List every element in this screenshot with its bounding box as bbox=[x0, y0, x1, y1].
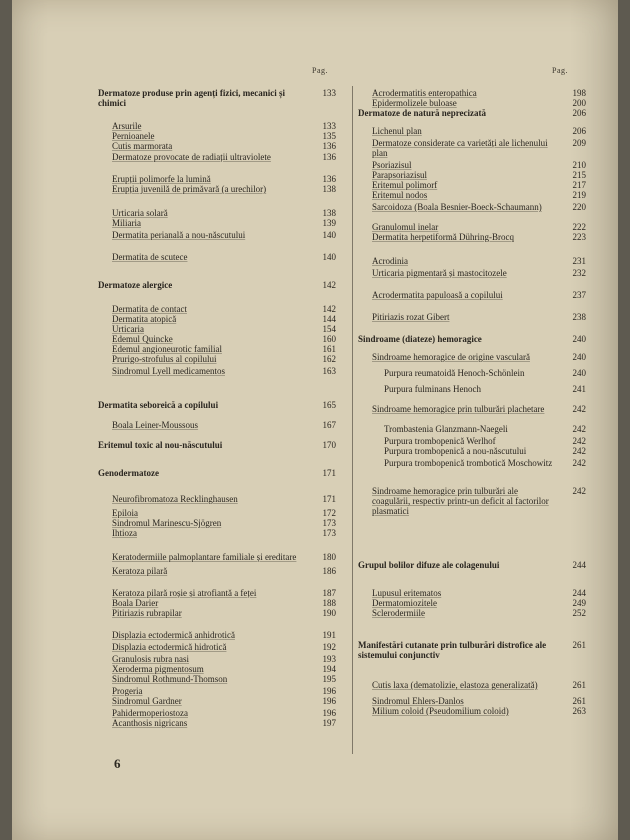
toc-entry-title: Dermatoze considerate ca varietăți ale lichenului plan bbox=[372, 138, 548, 158]
toc-entry bbox=[98, 252, 336, 262]
toc-entry-title: Genodermatoze bbox=[98, 468, 159, 478]
toc-entry bbox=[98, 354, 336, 364]
toc-entry bbox=[98, 420, 336, 430]
toc-entry-page: 135 bbox=[322, 131, 336, 141]
toc-entry-title: Pitiriazis rubrapilar bbox=[112, 608, 182, 618]
toc-entry bbox=[358, 98, 586, 108]
toc-entry-page: 173 bbox=[322, 518, 336, 528]
toc-entry-page: 231 bbox=[572, 256, 586, 266]
toc-entry-page: 195 bbox=[322, 674, 336, 684]
toc-entry-title: Sindroame hemoragice prin tulburări ale coagulării, respectiv printr-un deficit al factorilor plasmatici bbox=[372, 486, 549, 516]
toc-entry-title: Sindromul Gardner bbox=[112, 696, 182, 706]
toc-entry bbox=[98, 508, 336, 518]
toc-entry-title: Dermatoze provocate de radiații ultraviolete bbox=[112, 152, 271, 162]
toc-entry bbox=[98, 304, 336, 314]
toc-entry-page: 242 bbox=[572, 404, 586, 414]
toc-entry-page: 172 bbox=[322, 508, 336, 518]
toc-entry bbox=[358, 608, 586, 618]
page-number: 6 bbox=[114, 756, 121, 771]
toc-entry bbox=[358, 446, 586, 456]
toc-entry-title: Sindromul Marinescu-Sjögren bbox=[112, 518, 222, 528]
toc-entry bbox=[98, 552, 336, 562]
toc-entry bbox=[358, 436, 586, 446]
toc-entry-page: 136 bbox=[322, 152, 336, 162]
toc-entry bbox=[358, 560, 586, 570]
toc-entry-page: 196 bbox=[322, 686, 336, 696]
toc-entry bbox=[358, 458, 586, 468]
toc-entry-title: Sindroame (diateze) hemoragice bbox=[358, 334, 482, 344]
toc-entry-page: 194 bbox=[322, 664, 336, 674]
toc-entry-title: Cutis laxa (dematolizie, elastoza generalizată) bbox=[372, 680, 538, 690]
toc-entry-title: Eritemul nodos bbox=[372, 190, 428, 200]
toc-entry-title: Pernioanele bbox=[112, 131, 155, 141]
toc-entry bbox=[98, 208, 336, 218]
toc-entry bbox=[98, 152, 336, 162]
toc-entry-page: 170 bbox=[322, 440, 336, 450]
toc-entry-page: 232 bbox=[572, 268, 586, 278]
toc-entry-title: Parapsoriazisul bbox=[372, 170, 427, 180]
toc-entry-page: 252 bbox=[572, 608, 586, 618]
toc-entry bbox=[358, 640, 586, 660]
toc-entry-title: Progeria bbox=[112, 686, 143, 696]
toc-entry-title: Cutis marmorata bbox=[112, 141, 173, 151]
toc-entry-title: Sindromul Ehlers-Danlos bbox=[372, 696, 464, 706]
toc-entry-title: Ihtioza bbox=[112, 528, 137, 538]
toc-entry bbox=[98, 174, 336, 184]
toc-entry-title: Prurigo-strofulus al copilului bbox=[112, 354, 217, 364]
toc-entry-page: 240 bbox=[572, 334, 586, 344]
toc-entry-title: Urticaria bbox=[112, 324, 144, 334]
toc-entry-page: 142 bbox=[322, 280, 336, 290]
toc-entry bbox=[98, 696, 336, 706]
toc-entry bbox=[358, 312, 586, 322]
toc-entry bbox=[358, 256, 586, 266]
toc-entry-page: 187 bbox=[322, 588, 336, 598]
toc-entry-title: Dermatoze de natură neprecizată bbox=[358, 108, 487, 118]
toc-entry-title: Epidermolizele buloase bbox=[372, 98, 457, 108]
toc-entry bbox=[98, 141, 336, 151]
toc-entry-title: Sindromul Lyell medicamentos bbox=[112, 366, 225, 376]
toc-entry-title: Psoriazisul bbox=[372, 160, 412, 170]
toc-entry bbox=[98, 280, 336, 290]
toc-entry bbox=[98, 344, 336, 354]
toc-entry-page: 138 bbox=[322, 184, 336, 194]
toc-entry bbox=[98, 598, 336, 608]
toc-entry bbox=[358, 160, 586, 170]
toc-entry-page: 220 bbox=[572, 202, 586, 212]
toc-entry-title: Pahidermoperiostoza bbox=[112, 708, 188, 718]
toc-entry bbox=[358, 424, 586, 434]
toc-entry bbox=[98, 674, 336, 684]
toc-entry bbox=[358, 126, 586, 136]
toc-entry-title: Granulosis rubra nasi bbox=[112, 654, 189, 664]
pag-header-right: Pag. bbox=[552, 66, 568, 75]
toc-entry bbox=[358, 108, 586, 118]
toc-entry-title: Dermatomiozitele bbox=[372, 598, 437, 608]
toc-entry-page: 161 bbox=[322, 344, 336, 354]
toc-entry-title: Acrodinia bbox=[372, 256, 408, 266]
toc-entry-page: 242 bbox=[572, 424, 586, 434]
toc-entry-title: Dermatita perianală a nou-născutului bbox=[112, 230, 246, 240]
book-page bbox=[12, 0, 618, 840]
toc-entry bbox=[98, 654, 336, 664]
toc-entry bbox=[98, 608, 336, 618]
toc-entry-page: 237 bbox=[572, 290, 586, 300]
toc-entry-page: 244 bbox=[572, 588, 586, 598]
toc-entry-title: Lupusul eritematos bbox=[372, 588, 442, 598]
toc-entry-title: Sindroame hemoragice de origine vasculară bbox=[372, 352, 530, 362]
toc-entry bbox=[358, 202, 586, 212]
toc-entry-page: 249 bbox=[572, 598, 586, 608]
toc-entry-title: Epiloia bbox=[112, 508, 138, 518]
toc-entry-page: 160 bbox=[322, 334, 336, 344]
toc-entry-page: 210 bbox=[572, 160, 586, 170]
toc-entry bbox=[98, 334, 336, 344]
toc-entry-title: Dermatita seboreică a copilului bbox=[98, 400, 219, 410]
toc-entry bbox=[358, 190, 586, 200]
column-divider bbox=[352, 86, 353, 754]
toc-entry-page: 173 bbox=[322, 528, 336, 538]
toc-entry-title: Acrodermatitis enteropathica bbox=[372, 88, 477, 98]
toc-entry-title: Eritemul toxic al nou-născutului bbox=[98, 440, 223, 450]
toc-entry-title: Trombastenia Glanzmann-Naegeli bbox=[384, 424, 508, 434]
toc-entry-title: Dermatita de contact bbox=[112, 304, 187, 314]
toc-entry-page: 244 bbox=[572, 560, 586, 570]
toc-entry bbox=[98, 494, 336, 504]
toc-entry-title: Dermatita herpetiformă Dühring-Brocq bbox=[372, 232, 514, 242]
toc-entry-title: Edemul Quincke bbox=[112, 334, 173, 344]
toc-entry-page: 136 bbox=[322, 174, 336, 184]
toc-entry-page: 140 bbox=[322, 252, 336, 262]
toc-entry-title: Displazia ectodermică hidrotică bbox=[112, 642, 227, 652]
toc-entry-title: Purpura reumatoidă Henoch-Schönlein bbox=[384, 368, 525, 378]
toc-entry-title: Displazia ectodermică anhidrotică bbox=[112, 630, 235, 640]
toc-entry bbox=[98, 131, 336, 141]
toc-entry-page: 192 bbox=[322, 642, 336, 652]
toc-entry-page: 263 bbox=[572, 706, 586, 716]
toc-entry-title: Dermatita atopică bbox=[112, 314, 177, 324]
toc-entry-page: 180 bbox=[322, 552, 336, 562]
pag-header-left: Pag. bbox=[312, 66, 328, 75]
toc-entry-page: 242 bbox=[572, 446, 586, 456]
toc-entry bbox=[358, 384, 586, 394]
toc-entry bbox=[98, 518, 336, 528]
toc-entry-page: 242 bbox=[572, 458, 586, 468]
toc-entry-page: 144 bbox=[322, 314, 336, 324]
toc-entry bbox=[98, 230, 336, 240]
toc-entry bbox=[98, 528, 336, 538]
toc-entry-title: Lichenul plan bbox=[372, 126, 422, 136]
toc-entry-title: Arsurile bbox=[112, 121, 142, 131]
toc-entry-page: 240 bbox=[572, 352, 586, 362]
toc-entry-page: 163 bbox=[322, 366, 336, 376]
toc-entry-page: 196 bbox=[322, 696, 336, 706]
toc-entry-title: Purpura trombopenică a nou-născutului bbox=[384, 446, 527, 456]
toc-entry bbox=[98, 184, 336, 194]
toc-entry-page: 209 bbox=[572, 138, 586, 148]
toc-entry bbox=[98, 314, 336, 324]
toc-entry-page: 139 bbox=[322, 218, 336, 228]
toc-entry-title: Boala Leiner-Moussous bbox=[112, 420, 199, 430]
toc-entry-title: Keratodermiile palmoplantare familiale și ereditare bbox=[112, 552, 297, 562]
toc-entry bbox=[358, 232, 586, 242]
toc-entry-title: Sclerodermiile bbox=[372, 608, 425, 618]
toc-entry-title: Sindromul Rothmund-Thomson bbox=[112, 674, 228, 684]
toc-entry-title: Grupul bolilor difuze ale colagenului bbox=[358, 560, 500, 570]
toc-entry bbox=[98, 642, 336, 652]
toc-entry bbox=[358, 368, 586, 378]
toc-entry bbox=[98, 630, 336, 640]
toc-entry-page: 197 bbox=[322, 718, 336, 728]
toc-entry bbox=[98, 366, 336, 376]
toc-entry-page: 188 bbox=[322, 598, 336, 608]
toc-entry-title: Urticaria solară bbox=[112, 208, 168, 218]
toc-entry bbox=[358, 588, 586, 598]
toc-entry-title: Manifestări cutanate prin tulburări distrofice ale sistemului conjunctiv bbox=[358, 640, 547, 660]
toc-entry-page: 165 bbox=[322, 400, 336, 410]
toc-entry-page: 140 bbox=[322, 230, 336, 240]
toc-entry-title: Eritemul polimorf bbox=[372, 180, 438, 190]
toc-entry-page: 240 bbox=[572, 368, 586, 378]
toc-entry-page: 206 bbox=[572, 108, 586, 118]
toc-entry-page: 138 bbox=[322, 208, 336, 218]
toc-entry-page: 242 bbox=[572, 436, 586, 446]
toc-entry-page: 200 bbox=[572, 98, 586, 108]
toc-entry bbox=[358, 180, 586, 190]
toc-entry-title: Acrodermatita papuloasă a copilului bbox=[372, 290, 503, 300]
toc-entry-title: Neurofibromatoza Recklinghausen bbox=[112, 494, 238, 504]
toc-entry bbox=[98, 664, 336, 674]
toc-entry bbox=[358, 486, 586, 516]
toc-entry bbox=[358, 88, 586, 98]
toc-entry-title: Dermatoze produse prin agenți fizici, mecanici și chimici bbox=[98, 88, 286, 108]
toc-entry bbox=[98, 718, 336, 728]
toc-entry-page: 171 bbox=[322, 494, 336, 504]
toc-entry bbox=[358, 680, 586, 690]
toc-entry-page: 191 bbox=[322, 630, 336, 640]
toc-entry-page: 162 bbox=[322, 354, 336, 364]
toc-entry-page: 142 bbox=[322, 304, 336, 314]
toc-entry bbox=[98, 686, 336, 696]
toc-entry-page: 223 bbox=[572, 232, 586, 242]
toc-entry-page: 171 bbox=[322, 468, 336, 478]
toc-entry bbox=[358, 222, 586, 232]
toc-entry bbox=[358, 138, 586, 158]
toc-entry-title: Sindroame hemoragice prin tulburări plachetare bbox=[372, 404, 545, 414]
toc-entry-page: 193 bbox=[322, 654, 336, 664]
toc-entry-page: 242 bbox=[572, 486, 586, 496]
toc-entry-title: Dermatoze alergice bbox=[98, 280, 173, 290]
toc-entry-title: Keratoza pilară bbox=[112, 566, 168, 576]
toc-entry bbox=[98, 88, 336, 108]
toc-entry bbox=[358, 598, 586, 608]
toc-entry bbox=[358, 170, 586, 180]
toc-entry-title: Acanthosis nigricans bbox=[112, 718, 188, 728]
toc-entry bbox=[98, 440, 336, 450]
toc-entry-title: Dermatita de scutece bbox=[112, 252, 188, 262]
toc-entry-page: 215 bbox=[572, 170, 586, 180]
toc-entry-title: Edemul angioneurotic familial bbox=[112, 344, 222, 354]
toc-entry bbox=[98, 218, 336, 228]
toc-entry-page: 261 bbox=[572, 696, 586, 706]
toc-entry bbox=[98, 400, 336, 410]
toc-entry-title: Purpura fulminans Henoch bbox=[384, 384, 481, 394]
toc-entry-page: 206 bbox=[572, 126, 586, 136]
toc-entry-page: 241 bbox=[572, 384, 586, 394]
toc-entry bbox=[358, 706, 586, 716]
toc-entry-page: 133 bbox=[322, 88, 336, 98]
toc-entry-page: 133 bbox=[322, 121, 336, 131]
toc-entry-page: 198 bbox=[572, 88, 586, 98]
toc-entry-title: Xeroderma pigmentosum bbox=[112, 664, 204, 674]
toc-entry-page: 261 bbox=[572, 640, 586, 650]
toc-entry-title: Keratoza pilară roșie și atrofiantă a feței bbox=[112, 588, 257, 598]
toc-entry bbox=[358, 404, 586, 414]
toc-entry bbox=[98, 121, 336, 131]
toc-entry bbox=[98, 324, 336, 334]
toc-entry bbox=[98, 708, 336, 718]
toc-entry-page: 136 bbox=[322, 141, 336, 151]
toc-entry-title: Purpura trombopenică Werlhof bbox=[384, 436, 496, 446]
toc-entry bbox=[358, 696, 586, 706]
toc-entry bbox=[358, 290, 586, 300]
toc-entry-title: Purpura trombopenică trombotică Moschowitz bbox=[384, 458, 553, 468]
toc-entry-page: 261 bbox=[572, 680, 586, 690]
toc-entry-page: 219 bbox=[572, 190, 586, 200]
toc-entry-title: Erupția juvenilă de primăvară (a urechilor) bbox=[112, 184, 267, 194]
toc-entry-page: 167 bbox=[322, 420, 336, 430]
toc-entry-title: Milium coloid (Pseudomilium coloid) bbox=[372, 706, 509, 716]
toc-entry-page: 154 bbox=[322, 324, 336, 334]
toc-entry-page: 196 bbox=[322, 708, 336, 718]
toc-entry-page: 186 bbox=[322, 566, 336, 576]
toc-entry bbox=[98, 468, 336, 478]
toc-entry bbox=[98, 566, 336, 576]
toc-entry bbox=[358, 352, 586, 362]
toc-entry-title: Urticaria pigmentară și mastocitozele bbox=[372, 268, 507, 278]
toc-entry-title: Granulomul inelar bbox=[372, 222, 439, 232]
toc-entry-page: 217 bbox=[572, 180, 586, 190]
toc-entry-title: Sarcoidoza (Boala Besnier-Boeck-Schaumann) bbox=[372, 202, 542, 212]
toc-entry-title: Pitiriazis rozat Gibert bbox=[372, 312, 450, 322]
toc-entry-page: 222 bbox=[572, 222, 586, 232]
toc-entry bbox=[358, 334, 586, 344]
toc-entry bbox=[98, 588, 336, 598]
toc-entry-title: Boala Darier bbox=[112, 598, 159, 608]
toc-entry-title: Miliaria bbox=[112, 218, 141, 228]
toc-entry-title: Erupții polimorfe la lumină bbox=[112, 174, 211, 184]
toc-entry bbox=[358, 268, 586, 278]
toc-entry-page: 238 bbox=[572, 312, 586, 322]
toc-entry-page: 190 bbox=[322, 608, 336, 618]
